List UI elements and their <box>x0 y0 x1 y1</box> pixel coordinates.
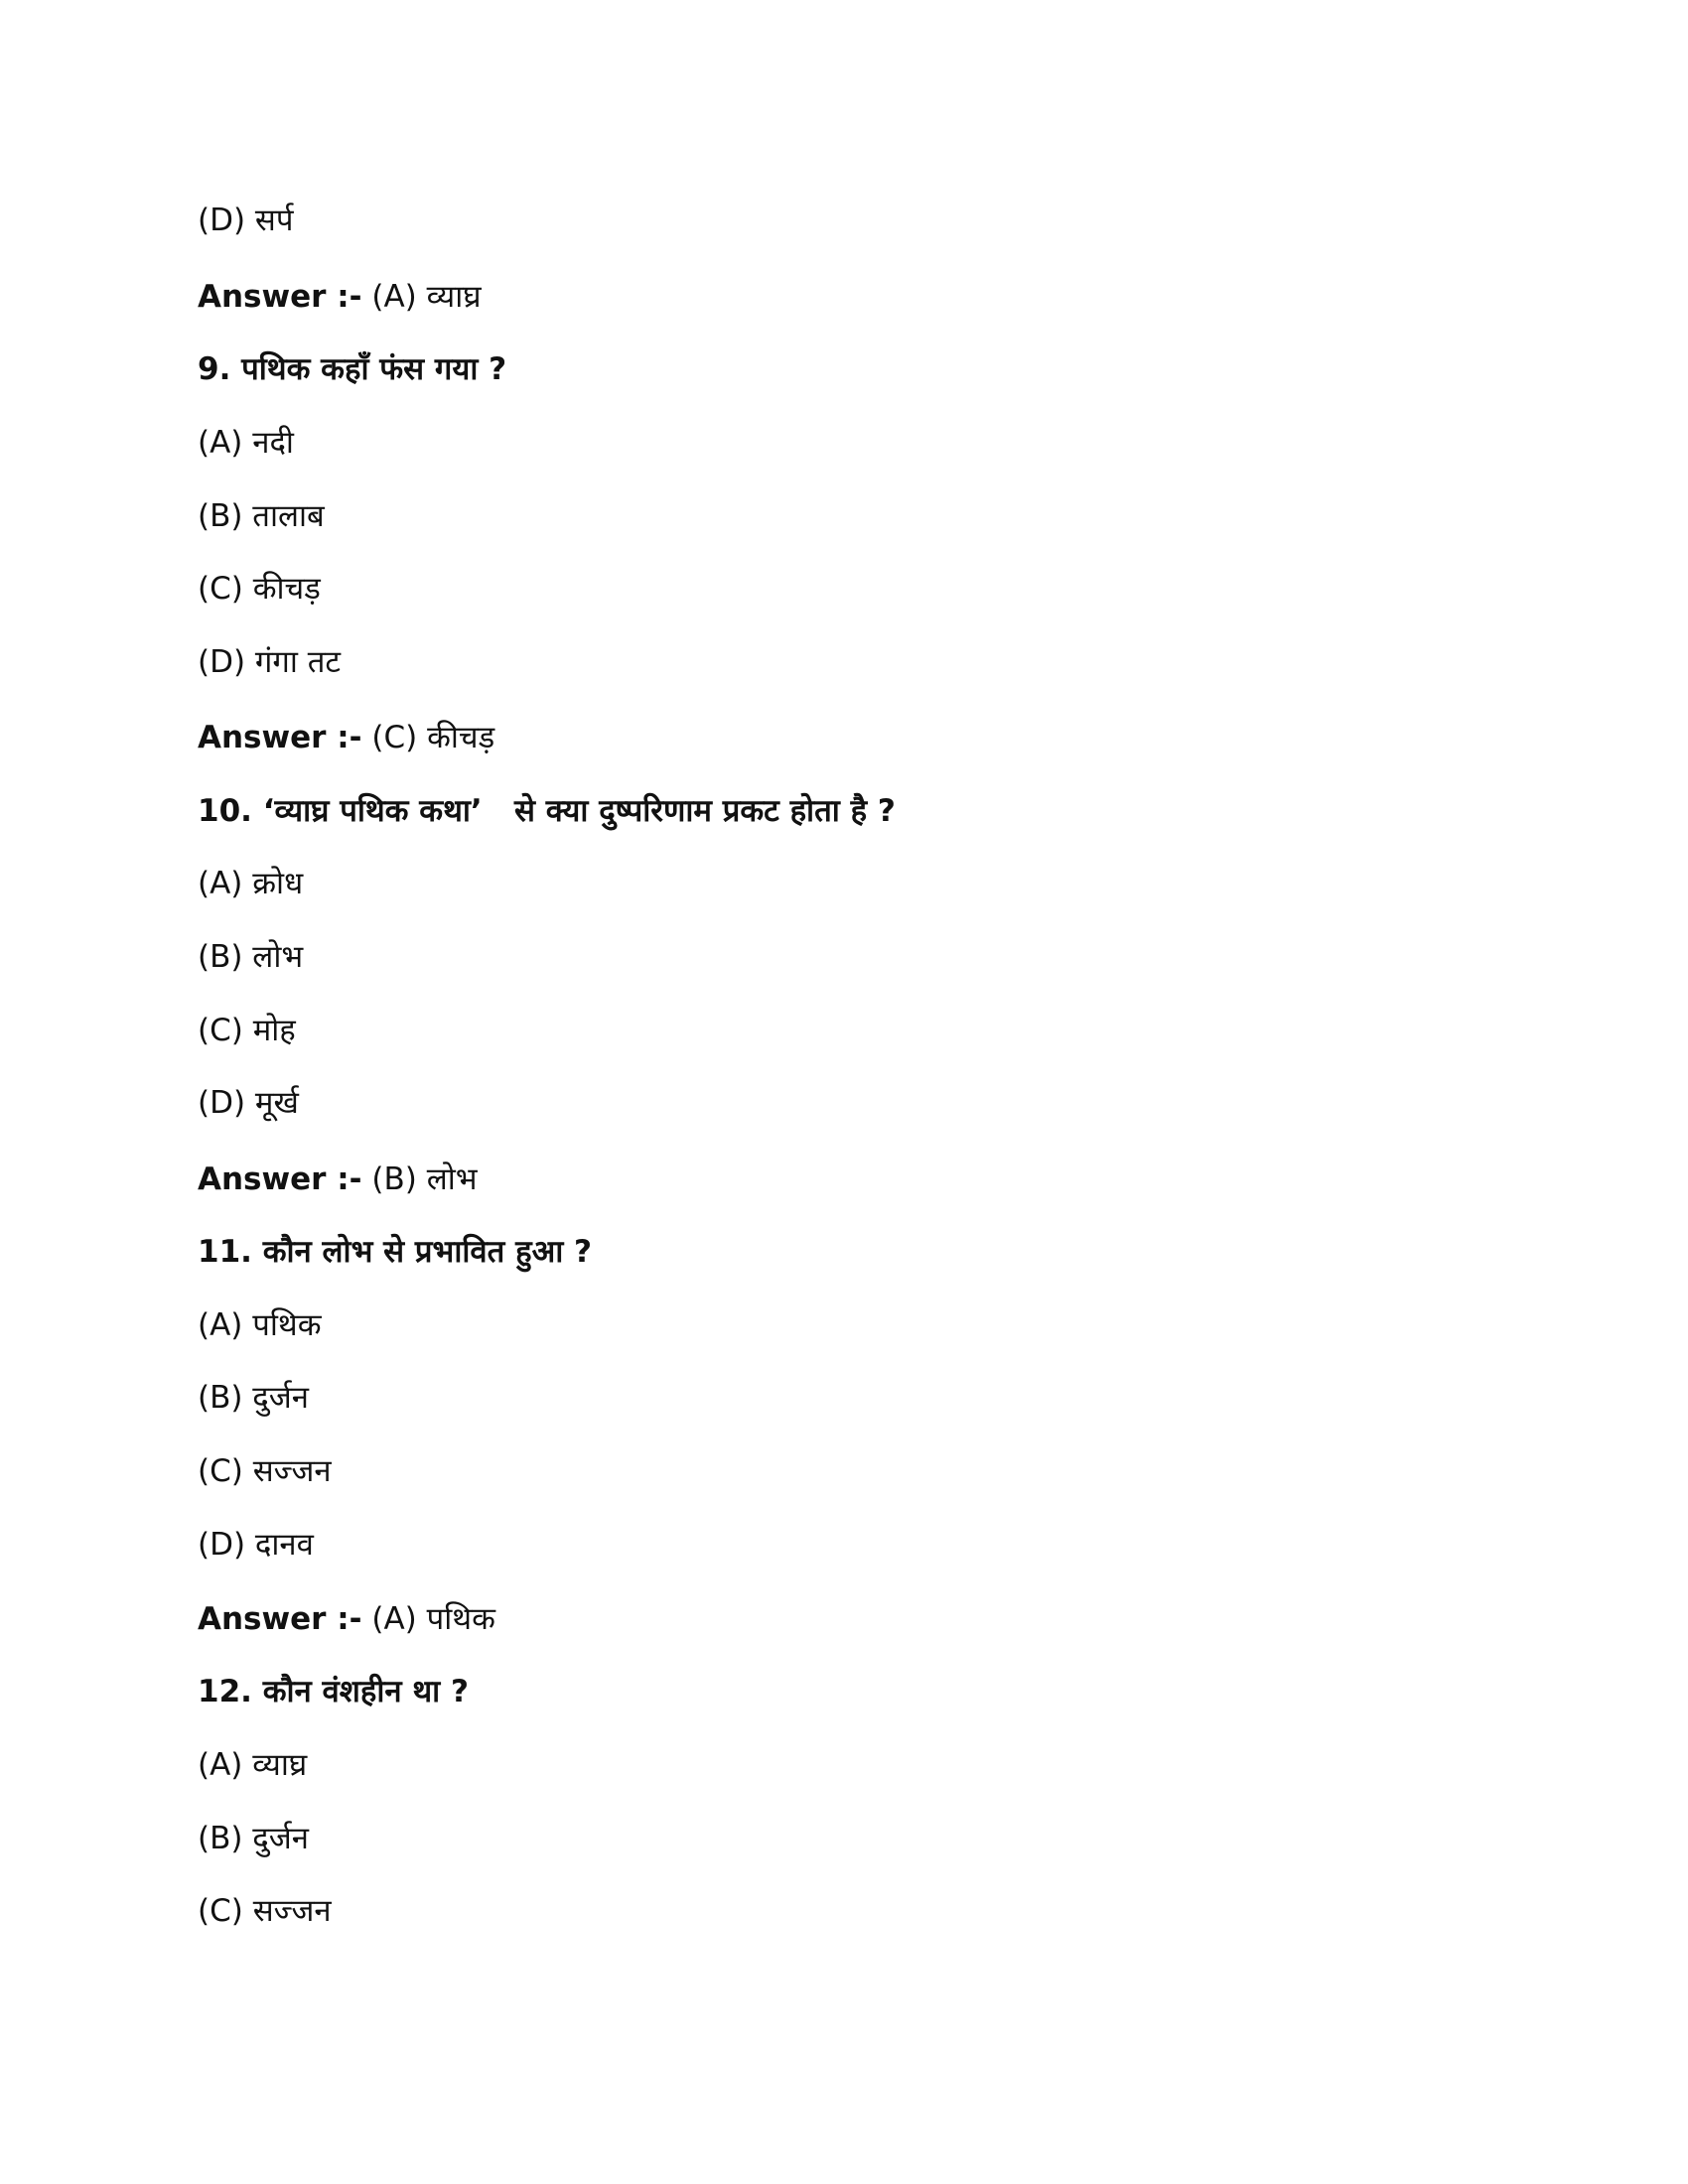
answer-label: Answer :- <box>198 1161 362 1197</box>
question-12: 12. कौन वंशहीन था ? <box>198 1674 469 1709</box>
option-10a: (A) क्रोध <box>198 866 304 901</box>
option-10c: (C) मोह <box>198 1013 296 1048</box>
question-10: 10. ‘व्याघ्र पथिक कथा’ से क्या दुष्परिणाम प्रकट होता है ? <box>198 793 896 829</box>
option-9d: (D) गंगा तट <box>198 644 341 680</box>
option-12c: (C) सज्जन <box>198 1893 332 1929</box>
option-11b: (B) दुर्जन <box>198 1380 309 1416</box>
answer-8 <box>198 267 482 327</box>
option-11a: (A) पथिक <box>198 1307 322 1343</box>
answer-10 <box>198 1150 478 1209</box>
option-9c: (C) कीचड़ <box>198 571 321 607</box>
answer-label: Answer :- <box>198 279 362 315</box>
answer-11 <box>198 1589 495 1649</box>
answer-9 <box>198 708 494 767</box>
answer-label: Answer :- <box>198 1601 362 1637</box>
option-10d: (D) मूर्ख <box>198 1085 299 1121</box>
option-11d: (D) दानव <box>198 1527 314 1563</box>
option-9b: (B) तालाब <box>198 498 325 534</box>
answer-value: (B) लोभ <box>361 1161 478 1197</box>
answer-value: (A) पथिक <box>361 1601 495 1637</box>
option-10b: (B) लोभ <box>198 939 304 975</box>
question-9: 9. पथिक कहाँ फंस गया ? <box>198 351 507 387</box>
option-12a: (A) व्याघ्र <box>198 1747 308 1783</box>
option-8d: (D) सर्प <box>198 203 294 238</box>
answer-label: Answer :- <box>198 720 362 755</box>
option-12b: (B) दुर्जन <box>198 1821 309 1856</box>
option-11c: (C) सज्जन <box>198 1453 332 1489</box>
answer-value: (C) कीचड़ <box>361 720 495 755</box>
answer-value: (A) व्याघ्र <box>361 279 482 315</box>
question-11: 11. कौन लोभ से प्रभावित हुआ ? <box>198 1234 593 1270</box>
option-9a: (A) नदी <box>198 425 294 461</box>
